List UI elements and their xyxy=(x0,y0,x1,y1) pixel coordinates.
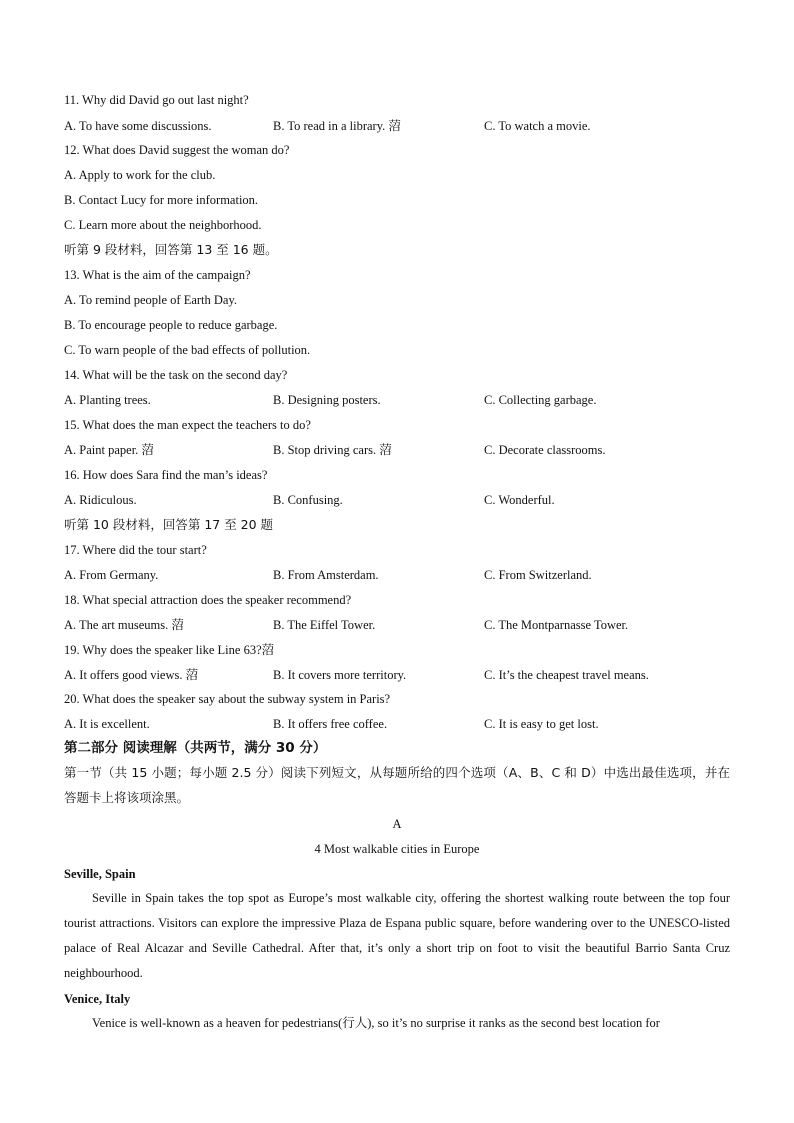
option-c: C. Wonderful. xyxy=(484,493,555,507)
venice-heading: Venice, Italy xyxy=(64,992,131,1006)
option-c: C. Collecting garbage. xyxy=(484,393,597,407)
option-b: B. From Amsterdam. xyxy=(273,568,379,582)
option-b: B. Confusing. xyxy=(273,493,343,507)
question-20: 20. What does the speaker say about the subway system in Paris? xyxy=(64,692,391,706)
option-b: B. Stop driving cars. 菬 xyxy=(273,443,392,457)
option-b: B. To encourage people to reduce garbage. xyxy=(64,318,278,332)
option-c: C. To warn people of the bad effects of pollution. xyxy=(64,343,311,357)
question-14: 14. What will be the task on the second day? xyxy=(64,368,288,382)
option-b: B. Contact Lucy for more information. xyxy=(64,193,259,207)
seville-paragraph: Seville in Spain takes the top spot as Europe’s most walkable city, offering the shortest walking route between the top four tourist attractions. Visitors can explore the impressive Plaza de Espana public square, before wandering over to the UNESCO-listed palace of Real Alcazar and Seville Cathedral. After that, it’s only a short trip on foot to visit the beautiful Barrio Santa Cruz neighbourhood. xyxy=(64,891,730,980)
option-a: A. Planting trees. xyxy=(64,393,151,407)
option-a: A. It is excellent. xyxy=(64,717,150,731)
passage-title: 4 Most walkable cities in Europe xyxy=(314,842,480,856)
option-b: B. The Eiffel Tower. xyxy=(273,618,376,632)
question-13: 13. What is the aim of the campaign? xyxy=(64,268,251,282)
option-a: A. The art museums. 菬 xyxy=(64,618,184,632)
options-11 xyxy=(64,118,734,134)
section-instruction: 听第 9 段材料，回答第 13 至 16 题。 xyxy=(64,242,278,257)
option-c: C. The Montparnasse Tower. xyxy=(484,618,629,632)
option-c: C. It is easy to get lost. xyxy=(484,717,599,731)
option-b: B. Designing posters. xyxy=(273,393,381,407)
section-instruction: 听第 10 段材料，回答第 17 至 20 题 xyxy=(64,517,274,532)
option-a: A. Ridiculous. xyxy=(64,493,137,507)
seville-heading: Seville, Spain xyxy=(64,867,136,881)
question-15: 15. What does the man expect the teachers to do? xyxy=(64,418,311,432)
option-a: A. It offers good views. 菬 xyxy=(64,668,199,682)
option-a: A. To have some discussions. xyxy=(64,119,212,133)
options-17 xyxy=(64,567,734,583)
option-c: C. Decorate classrooms. xyxy=(484,443,606,457)
option-a: A. To remind people of Earth Day. xyxy=(64,293,238,307)
option-c: C. To watch a movie. xyxy=(484,119,591,133)
options-16 xyxy=(64,492,734,508)
options-20 xyxy=(64,716,734,732)
option-b: B. It covers more territory. xyxy=(273,668,407,682)
option-c: C. From Switzerland. xyxy=(484,568,592,582)
part2-instruction: 第一节（共 15 小题；每小题 2.5 分）阅读下列短文，从每题所给的四个选项（A、B、C 和 D）中选出最佳选项，并在答题卡上将该项涂黑。 xyxy=(64,765,730,805)
option-c: C. It’s the cheapest travel means. xyxy=(484,668,649,682)
question-12: 12. What does David suggest the woman do? xyxy=(64,143,290,157)
options-14 xyxy=(64,392,734,408)
passage-letter: A xyxy=(392,817,402,831)
options-19 xyxy=(64,667,734,683)
options-15 xyxy=(64,442,734,458)
part2-title: 第二部分 阅读理解（共两节，满分 30 分） xyxy=(64,740,327,756)
question-17: 17. Where did the tour start? xyxy=(64,543,207,557)
option-b: B. It offers free coffee. xyxy=(273,717,388,731)
question-16: 16. How does Sara find the man’s ideas? xyxy=(64,468,268,482)
option-a: A. Apply to work for the club. xyxy=(64,168,216,182)
option-c: C. Learn more about the neighborhood. xyxy=(64,218,262,232)
option-a: A. Paint paper. 菬 xyxy=(64,443,154,457)
question-19: 19. Why does the speaker like Line 63?菬 xyxy=(64,643,275,657)
option-b: B. To read in a library. 菬 xyxy=(273,119,401,133)
options-18 xyxy=(64,617,734,633)
option-a: A. From Germany. xyxy=(64,568,159,582)
question-18: 18. What special attraction does the speaker recommend? xyxy=(64,593,352,607)
venice-paragraph: Venice is well-known as a heaven for pedestrians(行人), so it’s no surprise it ranks as the second best location for xyxy=(92,1016,660,1030)
question-11: 11. Why did David go out last night? xyxy=(64,93,249,107)
